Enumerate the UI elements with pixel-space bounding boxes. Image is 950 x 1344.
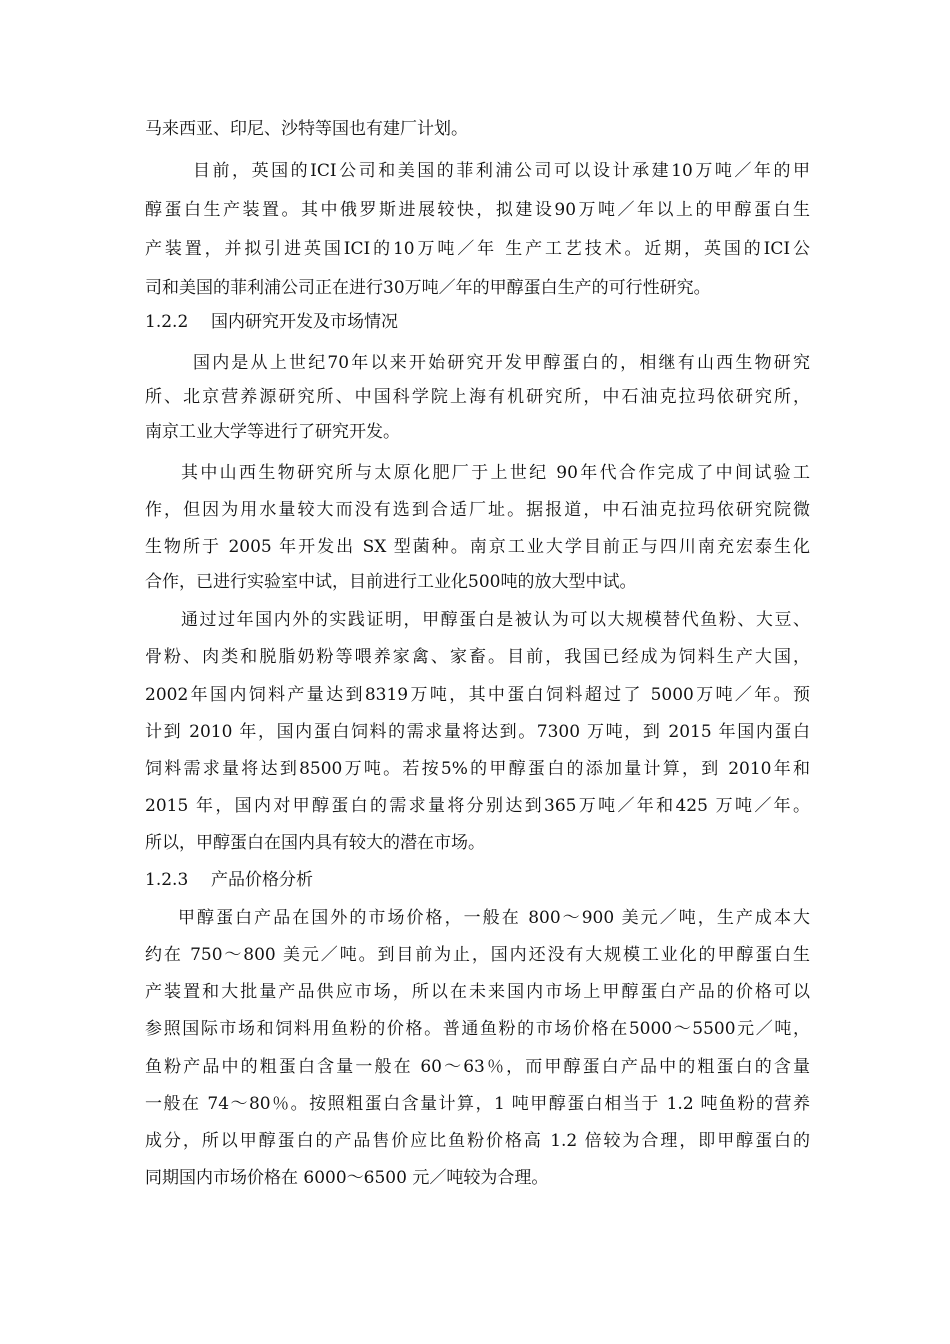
body-text-line: 其中山西生物研究所与太原化肥厂于上世纪 90年代合作完成了中间试验工 [181, 463, 810, 483]
body-text-line: 所以，甲醇蛋白在国内具有较大的潜在市场。 [145, 833, 485, 853]
body-text-line: 马来西亚、印尼、沙特等国也有建厂计划。 [145, 119, 468, 139]
body-text-line: 计到 2010 年，国内蛋白饲料的需求量将达到。7300 万吨，到 2015 年国内蛋白 [145, 722, 810, 742]
body-text-line: 约在 750～800 美元／吨。到目前为止，国内还没有大规模工业化的甲醇蛋白生 [145, 945, 810, 965]
body-text-line: 2015 年，国内对甲醇蛋白的需求量将分别达到365万吨／年和425 万吨／年。 [145, 796, 810, 816]
body-text-line: 合作，已进行实验室中试，目前进行工业化500吨的放大型中试。 [145, 572, 637, 592]
section-number: 1.2.2 [145, 312, 189, 332]
body-text-line: 饲料需求量将达到8500万吨。若按5%的甲醇蛋白的添加量计算，到 2010年和 [145, 759, 810, 779]
body-text-line: 一般在 74～80％。按照粗蛋白含量计算，1 吨甲醇蛋白相当于 1.2 吨鱼粉的营养 [145, 1094, 810, 1114]
body-text-line: 醇蛋白生产装置。其中俄罗斯进展较快，拟建设90万吨／年以上的甲醇蛋白生 [145, 200, 810, 220]
body-text-line: 生物所于 2005 年开发出 SX 型菌种。南京工业大学目前正与四川南充宏泰生化 [145, 537, 810, 557]
body-text-line: 鱼粉产品中的粗蛋白含量一般在 60～63％，而甲醇蛋白产品中的粗蛋白的含量 [145, 1057, 810, 1077]
body-text-line: 成分，所以甲醇蛋白的产品售价应比鱼粉价格高 1.2 倍较为合理，即甲醇蛋白的 [145, 1131, 810, 1151]
body-text-line: 产装置，并拟引进英国ICI的10万吨／年 生产工艺技术。近期，英国的ICI公 [145, 239, 810, 259]
body-text-line: 2002年国内饲料产量达到8319万吨，其中蛋白饲料超过了 5000万吨／年。预 [145, 685, 810, 705]
body-text-line: 所、北京营养源研究所、中国科学院上海有机研究所，中石油克拉玛依研究所， [145, 387, 810, 407]
body-text-line: 作，但因为用水量较大而没有选到合适厂址。据报道，中石油克拉玛依研究院微 [145, 500, 810, 520]
section-title: 国内研究开发及市场情况 [211, 312, 398, 332]
body-text-line: 通过过年国内外的实践证明，甲醇蛋白是被认为可以大规模替代鱼粉、大豆、 [181, 610, 810, 630]
section-heading [145, 869, 810, 891]
body-text-line: 同期国内市场价格在 6000～6500 元／吨较为合理。 [145, 1168, 549, 1188]
body-text-line: 骨粉、肉类和脱脂奶粉等喂养家禽、家畜。目前，我国已经成为饲料生产大国， [145, 647, 810, 667]
body-text-line: 目前，英国的ICI公司和美国的菲利浦公司可以设计承建10万吨／年的甲 [193, 161, 810, 181]
section-heading [145, 311, 810, 333]
body-text-line: 国内是从上世纪70年以来开始研究开发甲醇蛋白的，相继有山西生物研究 [193, 353, 810, 373]
body-text-line: 参照国际市场和饲料用鱼粉的价格。普通鱼粉的市场价格在5000～5500元／吨， [145, 1019, 810, 1039]
body-text-line: 南京工业大学等进行了研究开发。 [145, 422, 400, 442]
body-text-line: 司和美国的菲利浦公司正在进行30万吨／年的甲醇蛋白生产的可行性研究。 [145, 278, 711, 298]
section-title: 产品价格分析 [211, 870, 313, 890]
body-text-line: 甲醇蛋白产品在国外的市场价格，一般在 800～900 美元／吨，生产成本大 [178, 908, 810, 928]
section-number: 1.2.3 [145, 870, 189, 890]
body-text-line: 产装置和大批量产品供应市场，所以在未来国内市场上甲醇蛋白产品的价格可以 [145, 982, 810, 1002]
